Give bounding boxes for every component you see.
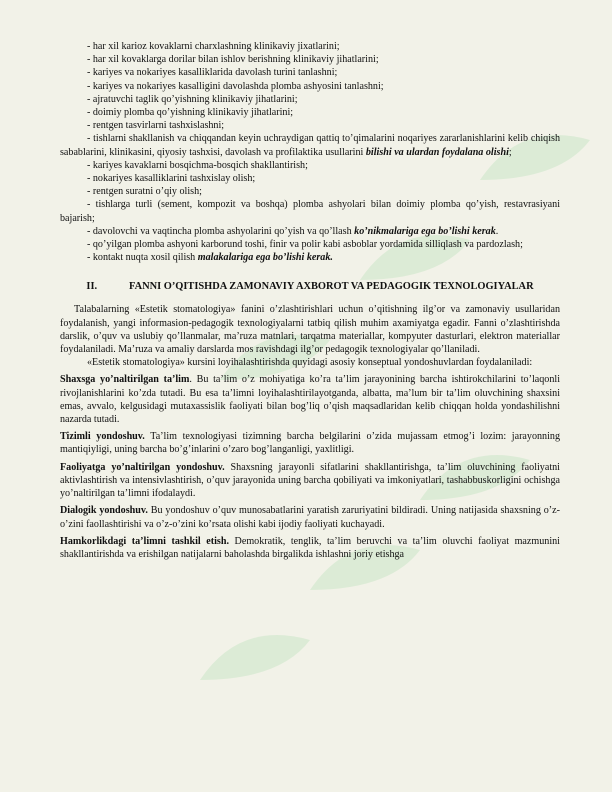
intro-paragraph: Talabalarning «Estetik stomatologiya» fanini o’zlashtirishlari uchun o’qitishning ilg’or va zamonaviy usullaridan foydalanish, yangi informasion-pedagogik texnologiyalarni tatbiq qilish muhim axamiyatga egadir. Fanni o’zlashtirishda darslik, o’quv va uslubiy qo’llanmalar, ma’ruza matnlari, tarqatma materiallar, kompyuter dasturlari, elektron materiallar foydalaniladi. Ma’ruza va amaliy darslarda mos ravishdagi ilg’or pedagogik texnologiyalar qo’llaniladi.	[60, 304, 560, 356]
list-item: - tishlarga turli (sement, kompozit va boshqa) plomba ashyolari bilan doimiy plomba qo’yish, restavrasiyani bajarish;	[60, 199, 560, 224]
approach-item	[60, 535, 560, 561]
approach-title: Tizimli yondoshuv.	[60, 431, 145, 443]
approach-text: . Bu ta’lim o’z mohiyatiga ko’ra ta’lim jarayonining barcha ishtirokchilarini to’laqonli rivojlanishlarini ko’zda tutadi. Bu esa ta’limni loyihalashtirilayotganda, albatta, ma’lum bir ta’lim oluvchining shaxsini emas, avvalo, kelgusidagi mutaxassislik faoliyati bilan bog’liq o’qish maqsadlaridan kelib chiqqan holda yondashilishni nazarda tutadi.	[60, 374, 560, 426]
paragraph-tail: .	[495, 225, 499, 237]
approach-text: Shaxsning jarayonli sifatlarini shakllantirishga, ta’lim oluvchining faoliyatni aktivlashtirish va intensivlashtirish, o’quv jarayonida uning barcha qobiliyati va imkoniyatlari, tashabbuskorligini ochishga yo’naltirilgan ta’limni ifodalaydi.	[60, 461, 560, 500]
approach-item	[60, 373, 560, 426]
paragraph-tishlarni	[60, 132, 560, 158]
section-number: II.	[86, 281, 98, 293]
intro-paragraph-2: «Estetik stomatologiya» kursini loyihalashtirishda quyidagi asosiy konseptual yondoshuvlardan foydalaniladi:	[87, 357, 533, 369]
list-item: - kariyes va nokariyes kasalligini davolashda plomba ashyosini tanlashni;	[87, 80, 384, 92]
approach-item	[60, 430, 560, 456]
paragraph-davolovchi	[60, 225, 560, 238]
approach-title: Faoliyatga yo’naltirilgan yondoshuv.	[60, 461, 225, 473]
approach-item	[60, 504, 560, 530]
list-item: - nokariyes kasalliklarini tashxislay olish;	[87, 173, 256, 185]
paragraph-text: - kontakt nuqta xosil qilish	[87, 252, 198, 264]
list-item: - rentgen suratni o’qiy olish;	[87, 186, 202, 198]
section-title: FANNI O’QITISHDA ZAMONAVIY AXBOROT VA PEDAGOGIK TEXNOLOGIYALAR	[129, 281, 534, 293]
list-item: - har xil kovaklarga dorilar bilan ishlov berishning klinikaviy jihatlarini;	[87, 54, 379, 66]
list-item: - har xil karioz kovaklarni charxlashning klinikaviy jixatlarini;	[87, 41, 340, 52]
list-item: - doimiy plomba qo’yishning klinikaviy jihatlarini;	[87, 107, 294, 119]
document-page	[60, 40, 560, 565]
paragraph-emphasis: malakalariga ega bo’lishi kerak.	[197, 252, 333, 264]
bullet-list-top	[60, 40, 560, 132]
approach-text: Ta’lim texnologiyasi tizimning barcha belgilarini o’zida mujassam etmog’i lozim: jarayonning mantiqiyligi, uning barcha bo’g’inlarini o’zaro bog’langanligi, yaxlitligi.	[60, 431, 560, 456]
paragraph-emphasis: ko’nikmalariga ega bo’lishi kerak	[354, 225, 496, 237]
approach-title: Hamkorlikdagi ta’limni tashkil etish.	[60, 535, 229, 547]
paragraph-text: - tishlarni shakllanish va chiqqandan keyin uchraydigan qattiq to’qimalarini noqariyes zararlanishlarini kelib chiqish sabablarini, klinikasini, qiyosiy tashxisi, davolash va profilaktika usullarini	[60, 133, 560, 158]
list-item: - kariyes va nokariyes kasalliklarida davolash turini tanlashni;	[87, 67, 338, 79]
approach-text: Demokratik, tenglik, ta’lim beruvchi va ta’lim oluvchi faoliyat mazmunini shakllantirishda va erishilgan natijalarni baholashda birgalikda ishlashni joriy etishga	[60, 535, 560, 560]
paragraph-plomba: - qo’yilgan plomba ashyoni karborund toshi, finir va polir kabi asboblar yordamida silliqlash va pardozlash;	[87, 239, 523, 251]
paragraph-kontakt	[60, 251, 560, 264]
section-heading	[60, 280, 560, 293]
paragraph-tail: ;	[508, 146, 512, 158]
list-item: - rentgen tasvirlarni tashxislashni;	[87, 120, 225, 132]
list-item: - kariyes kavaklarni bosqichma-bosqich shakllantirish;	[87, 159, 308, 171]
bullet-list-mid	[60, 159, 560, 225]
paragraph-emphasis: bilishi va ulardan foydalana olishi	[365, 146, 509, 158]
approach-item	[60, 461, 560, 501]
paragraph-text: - davolovchi va vaqtincha plomba ashyolarini qo’yish va qo’llash	[87, 225, 355, 237]
approach-title: Dialogik yondoshuv.	[60, 505, 148, 517]
list-item: - ajratuvchi taglik qo’yishning klinikaviy jihatlarini;	[87, 93, 298, 105]
approach-title: Shaxsga yo’naltirilgan ta’lim	[60, 374, 190, 386]
approach-text: Bu yondoshuv o’quv munosabatlarini yaratish zaruriyatini bildiradi. Uning natijasida shaxsning o’z-o’zini faollashtirishi va o’z-o’zini ko’rsata olishi kabi ijodiy faoliyati kuchayadi.	[60, 505, 560, 530]
